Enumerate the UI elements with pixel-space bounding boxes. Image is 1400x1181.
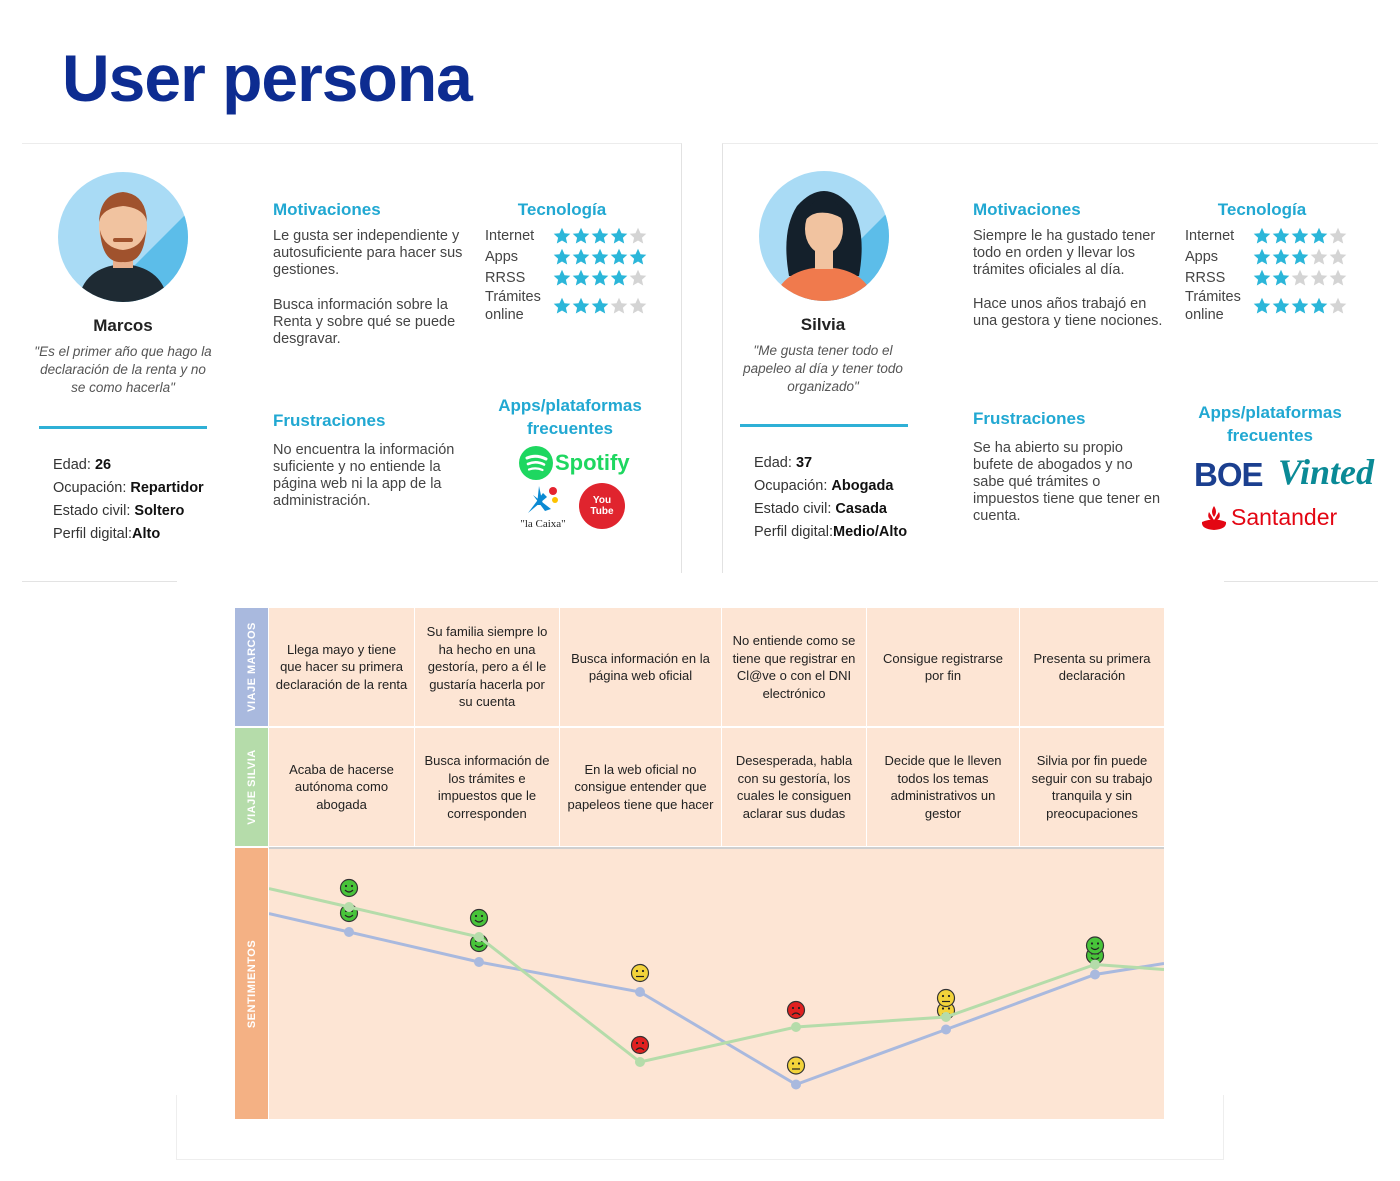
motivations-text-1: Le gusta ser independiente y autosuficiente para hacer sus gestiones. — [273, 228, 463, 278]
star-filled-icon — [591, 248, 609, 266]
star-empty-icon — [629, 297, 647, 315]
sentiment-point — [635, 1057, 645, 1067]
youtube-icon: You Tube — [590, 495, 614, 517]
star-filled-icon — [553, 297, 571, 315]
silvia-step: Decide que le lleven todos los temas administrativos un gestor — [867, 728, 1019, 846]
mood-face-neutral-icon — [632, 965, 649, 982]
persona-facts — [53, 454, 204, 546]
spotify-logo: Spotify — [519, 446, 630, 480]
marcos-step: Llega mayo y tiene que hacer su primera declaración de la renta — [269, 608, 414, 726]
star-filled-icon — [1272, 297, 1290, 315]
star-filled-icon — [1291, 248, 1309, 266]
persona-divider — [39, 426, 207, 429]
mood-face-neutral-icon — [938, 990, 955, 1007]
star-empty-icon — [1329, 297, 1347, 315]
star-filled-icon — [591, 269, 609, 287]
sentiment-point — [344, 902, 354, 912]
motivations-text-1: Siempre le ha gustado tener todo en orden y llevar los trámites oficiales al día. — [973, 228, 1156, 278]
motivations-title: Motivaciones — [273, 200, 381, 219]
apps-title: Apps/plataformas frecuentes — [498, 396, 642, 438]
silvia-step: Silvia por fin puede seguir con su trabajo tranquila y sin preocupaciones — [1020, 728, 1164, 846]
la-caixa-star-icon — [523, 483, 563, 515]
silvia-step: Busca información de los trámites e impuestos que le corresponden — [415, 728, 559, 846]
star-filled-icon — [591, 227, 609, 245]
avatar-marcos-icon — [58, 172, 188, 302]
frustrations-title: Frustraciones — [973, 409, 1086, 428]
star-empty-icon — [1329, 269, 1347, 287]
sentiment-point — [1090, 960, 1100, 970]
tech-row-internet: Internet — [485, 227, 647, 245]
mood-face-happy-icon — [341, 880, 358, 897]
star-filled-icon — [1253, 269, 1271, 287]
motivations-title: Motivaciones — [973, 200, 1081, 219]
persona-facts — [754, 452, 907, 544]
fact-occupation: Ocupación: Abogada — [754, 478, 894, 494]
sentiment-point — [791, 1022, 801, 1032]
star-filled-icon — [610, 248, 628, 266]
marcos-step: Busca información en la página web oficial — [560, 608, 721, 726]
star-filled-icon — [1291, 227, 1309, 245]
marcos-step: No entiende como se tiene que registrar en Cl@ve o con el DNI electrónico — [722, 608, 866, 726]
star-empty-icon — [1310, 269, 1328, 287]
sentiment-point — [344, 927, 354, 937]
star-filled-icon — [1253, 227, 1271, 245]
fact-digital-profile: Perfil digital:Medio/Alto — [754, 524, 908, 540]
la-caixa-logo: "la Caixa" — [518, 483, 568, 530]
star-filled-icon — [572, 248, 590, 266]
star-rating — [1253, 269, 1347, 287]
fact-civil-status: Estado civil: Casada — [754, 501, 887, 517]
sentiment-point — [635, 987, 645, 997]
marcos-step: Presenta su primera declaración — [1020, 608, 1164, 726]
vinted-logo: Vinted — [1278, 452, 1375, 492]
star-filled-icon — [1272, 248, 1290, 266]
fact-occupation: Ocupación: Repartidor — [53, 480, 204, 496]
card-divider — [1224, 581, 1378, 582]
star-empty-icon — [629, 227, 647, 245]
youtube-logo — [579, 483, 625, 529]
sentiment-point — [791, 1080, 801, 1090]
silvia-step: En la web oficial no consigue entender que papeleos tiene que hacer — [560, 728, 721, 846]
tech-row-apps: Apps — [485, 248, 647, 266]
marcos-step: Consigue registrarse por fin — [867, 608, 1019, 726]
persona-quote: "Me gusta tener todo el papeleo al día y tener todo organizado" — [743, 343, 903, 394]
frustrations-text: Se ha abierto su propio bufete de abogados y no sabe qué trámites o impuestos tiene que tener en cuenta. — [973, 440, 1161, 524]
sentiment-line-marcos — [269, 914, 1164, 1085]
star-filled-icon — [1253, 248, 1271, 266]
silvia-step: Acaba de hacerse autónoma como abogada — [269, 728, 414, 846]
fact-civil-status: Estado civil: Soltero — [53, 503, 185, 519]
star-empty-icon — [1310, 248, 1328, 266]
marcos-step: Su familia siempre lo ha hecho en una gestoría, pero a él le gustaría hacerla por su cuenta — [415, 608, 559, 726]
tech-row-internet: Internet — [1185, 227, 1347, 245]
star-rating — [553, 269, 647, 287]
boe-logo: BOE — [1194, 456, 1263, 493]
motivations-text-2: Hace unos años trabajó en una gestora y tiene nociones. — [973, 296, 1163, 329]
band-viaje-marcos: VIAJE MARCOS — [235, 608, 268, 726]
tech-row-rrss: RRSS — [1185, 269, 1347, 287]
spotify-icon — [519, 446, 553, 480]
frame-line — [176, 1095, 177, 1160]
fact-digital-profile: Perfil digital:Alto — [53, 526, 161, 542]
star-empty-icon — [629, 269, 647, 287]
technology-title: Tecnología — [517, 200, 607, 219]
frame-line — [1223, 1095, 1224, 1160]
page-title: User persona — [62, 41, 472, 115]
star-filled-icon — [1291, 297, 1309, 315]
star-filled-icon — [610, 227, 628, 245]
star-filled-icon — [1310, 297, 1328, 315]
technology-title: Tecnología — [1217, 200, 1307, 219]
persona-quote: "Es el primer año que hago la declaración de la renta y no se como hacerla" — [34, 344, 212, 395]
apps-title: Apps/plataformas frecuentes — [1198, 403, 1342, 445]
mood-face-sad-icon — [632, 1037, 649, 1054]
sentiment-chart-area — [269, 847, 1164, 1119]
star-filled-icon — [1272, 227, 1290, 245]
star-rating — [1253, 297, 1347, 315]
tech-row-tramites: Trámites online — [485, 288, 647, 324]
star-filled-icon — [572, 227, 590, 245]
star-filled-icon — [1253, 297, 1271, 315]
star-rating — [553, 227, 647, 245]
star-filled-icon — [553, 248, 571, 266]
tech-row-tramites: Trámites online — [1185, 288, 1347, 324]
frustrations-text: No encuentra la información suficiente y no entiende la página web ni la app de la administración. — [273, 442, 455, 509]
tech-row-rrss: RRSS — [485, 269, 647, 287]
star-rating — [553, 297, 647, 315]
santander-flame-icon — [1200, 505, 1228, 531]
star-filled-icon — [629, 248, 647, 266]
frame-line — [176, 1159, 1224, 1160]
star-rating — [1253, 248, 1347, 266]
motivations-text-2: Busca información sobre la Renta y sobre qué se puede desgravar. — [273, 297, 456, 347]
star-filled-icon — [1310, 227, 1328, 245]
star-filled-icon — [553, 227, 571, 245]
star-filled-icon — [1272, 269, 1290, 287]
sentiment-point — [941, 1012, 951, 1022]
persona-name: Silvia — [800, 315, 846, 334]
star-filled-icon — [610, 269, 628, 287]
star-rating — [553, 248, 647, 266]
mood-face-neutral-icon — [788, 1057, 805, 1074]
avatar-silvia-icon — [759, 171, 889, 301]
card-divider — [22, 581, 177, 582]
mood-face-sad-icon — [788, 1002, 805, 1019]
band-sentimientos: SENTIMIENTOS — [235, 848, 268, 1119]
persona-name: Marcos — [93, 316, 153, 335]
tech-row-apps: Apps — [1185, 248, 1347, 266]
persona-divider — [740, 424, 908, 427]
star-rating — [1253, 227, 1347, 245]
sentiment-point — [474, 957, 484, 967]
star-filled-icon — [572, 269, 590, 287]
sentiment-point — [1090, 970, 1100, 980]
journey-map — [235, 608, 1164, 1119]
star-filled-icon — [572, 297, 590, 315]
frustrations-title: Frustraciones — [273, 411, 386, 430]
star-empty-icon — [1329, 227, 1347, 245]
mood-face-happy-icon — [471, 910, 488, 927]
star-filled-icon — [591, 297, 609, 315]
star-empty-icon — [610, 297, 628, 315]
sentiment-point — [941, 1025, 951, 1035]
mood-face-happy-icon — [1087, 937, 1104, 954]
sentiment-chart — [269, 847, 1164, 1119]
silvia-step: Desesperada, habla con su gestoría, los cuales le consiguen aclarar sus dudas — [722, 728, 866, 846]
band-viaje-silvia: VIAJE SILVIA — [235, 728, 268, 846]
star-empty-icon — [1329, 248, 1347, 266]
fact-age: Edad: 26 — [53, 457, 112, 473]
star-filled-icon — [553, 269, 571, 287]
star-empty-icon — [1291, 269, 1309, 287]
sentiment-point — [474, 932, 484, 942]
fact-age: Edad: 37 — [754, 455, 813, 471]
santander-logo: Santander — [1200, 504, 1337, 531]
